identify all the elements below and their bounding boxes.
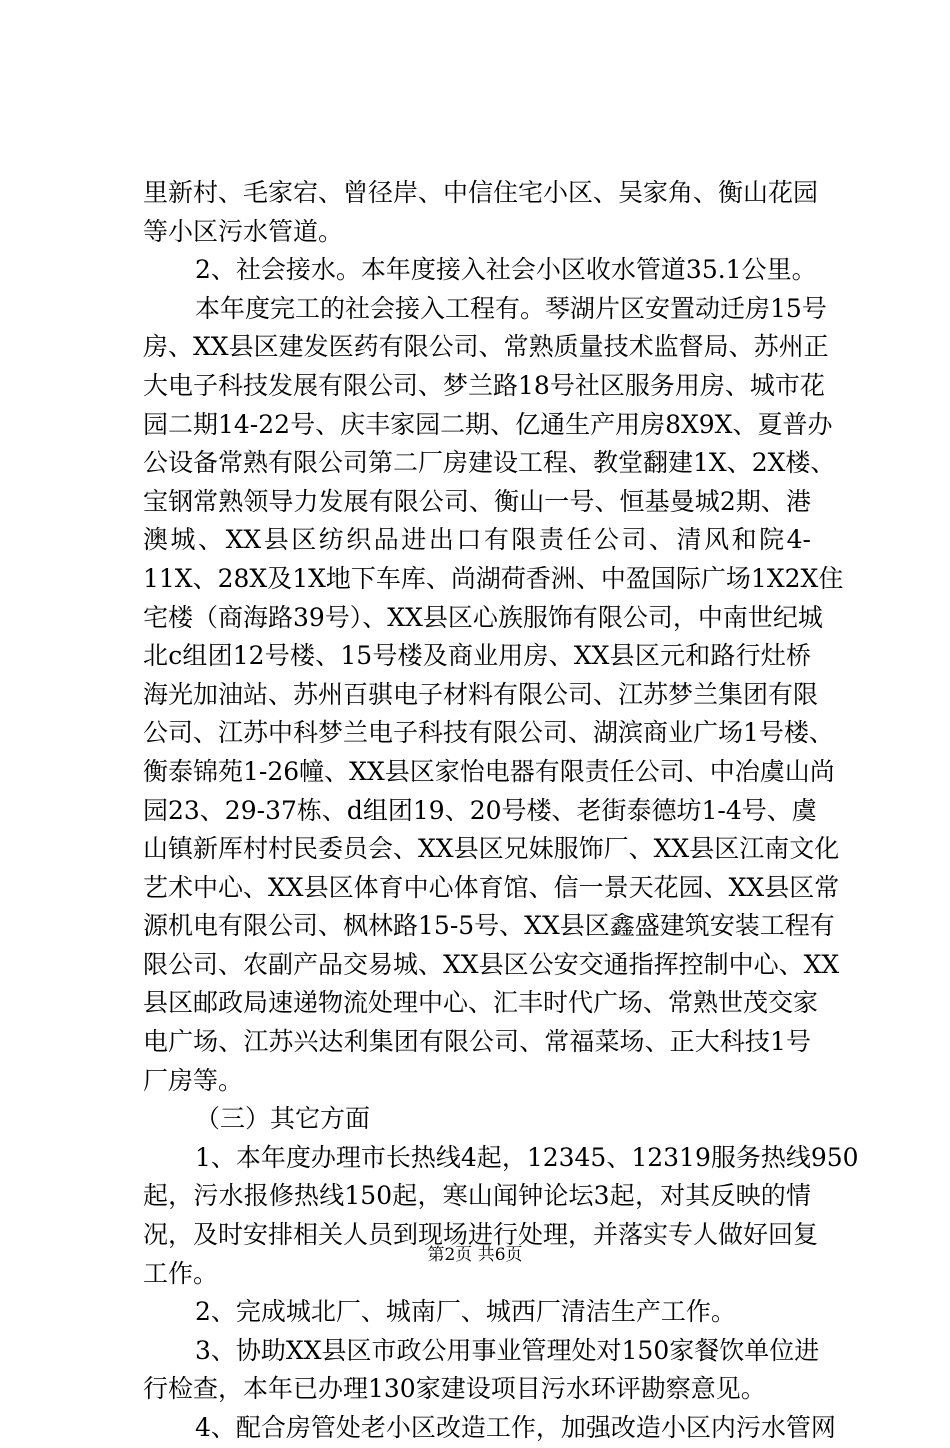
text-line: 大电子科技发展有限公司、梦兰路18号社区服务用房、城市花 bbox=[143, 370, 825, 400]
page-number-label: 第2页 共6页 bbox=[427, 1245, 523, 1265]
text-line: 宅楼（商海路39号）、XX县区心族服饰有限公司，中南世纪城 bbox=[143, 602, 823, 632]
text-line: 本年度完工的社会接入工程有。琴湖片区安置动迁房15号 bbox=[195, 293, 827, 323]
text-line: 4、配合房管处老小区改造工作，加强改造小区内污水管网 bbox=[195, 1413, 836, 1442]
text-line: 11X、28X及1X地下车库、尚湖荷香洲、中盈国际广场1X2X住 bbox=[143, 563, 844, 593]
text-line: 衡泰锦苑1-26幢、XX县区家怡电器有限责任公司、中冶虞山尚 bbox=[143, 756, 835, 786]
text-line: 里新村、毛家宕、曾径岸、中信住宅小区、吴家角、衡山花园 bbox=[143, 178, 819, 207]
text-line: 等小区污水管道。 bbox=[143, 216, 344, 246]
text-line: 公设备常熟有限公司第二厂房建设工程、教堂翻建1X、2X楼、 bbox=[143, 448, 836, 478]
text-line: 公司、江苏中科梦兰电子科技有限公司、湖滨商业广场1号楼、 bbox=[143, 718, 834, 748]
text-line: 2、社会接水。本年度接入社会小区收水管道35.1公里。 bbox=[195, 255, 817, 285]
text-line: 海光加油站、苏州百骐电子材料有限公司、江苏梦兰集团有限 bbox=[143, 679, 819, 709]
text-line: 行检查，本年已办理130家建设项目污水环评勘察意见。 bbox=[143, 1374, 766, 1404]
page-footer bbox=[0, 1244, 950, 1266]
text-line: 1、本年度办理市长热线4起，12345、12319服务热线950 bbox=[195, 1142, 859, 1172]
text-line: 限公司、农副产品交易城、XX县区公安交通指挥控制中心、XX bbox=[143, 949, 840, 979]
text-line: 北c组团12号楼、15号楼及商业用房、XX县区元和路行灶桥 bbox=[143, 641, 811, 671]
text-line: 房、XX县区建发医药有限公司、常熟质量技术监督局、苏州正 bbox=[143, 332, 829, 362]
text-line: 起，污水报修热线150起，寒山闻钟论坛3起，对其反映的情 bbox=[143, 1181, 811, 1211]
text-line: 艺术中心、XX县区体育中心体育馆、信一景天花园、XX县区常 bbox=[143, 872, 840, 902]
text-line: 澳城、XX县区纺织品进出口有限责任公司、清风和院4- bbox=[143, 525, 811, 555]
text-line: 3、协助XX县区市政公用事业管理处对150家餐饮单位进 bbox=[195, 1335, 820, 1365]
text-line: 厂房等。 bbox=[143, 1065, 244, 1095]
text-line: 电广场、江苏兴达利集团有限公司、常福菜场、正大科技1号 bbox=[143, 1027, 811, 1057]
text-line: （三）其它方面 bbox=[195, 1104, 371, 1134]
text-line: 工作。 bbox=[143, 1258, 219, 1288]
text-line: 山镇新厍村村民委员会、XX县区兄妹服饰厂、XX县区江南文化 bbox=[143, 834, 840, 864]
text-line: 县区邮政局速递物流处理中心、汇丰时代广场、常熟世茂交家 bbox=[143, 988, 819, 1018]
text-line: 源机电有限公司、枫林路15-5号、XX县区鑫盛建筑安装工程有 bbox=[143, 911, 835, 941]
text-line: 园二期14-22号、庆丰家园二期、亿通生产用房8X9X、夏普办 bbox=[143, 409, 833, 439]
text-line: 园23、29-37栋、d组团19、20号楼、老街泰德坊1-4号、虞 bbox=[143, 795, 817, 825]
text-line: 2、完成城北厂、城南厂、城西厂清洁生产工作。 bbox=[195, 1297, 736, 1327]
text-line: 宝钢常熟领导力发展有限公司、衡山一号、恒基曼城2期、港 bbox=[143, 486, 811, 516]
text-line: 况，及时安排相关人员到现场进行处理，并落实专人做好回复 bbox=[143, 1220, 819, 1250]
